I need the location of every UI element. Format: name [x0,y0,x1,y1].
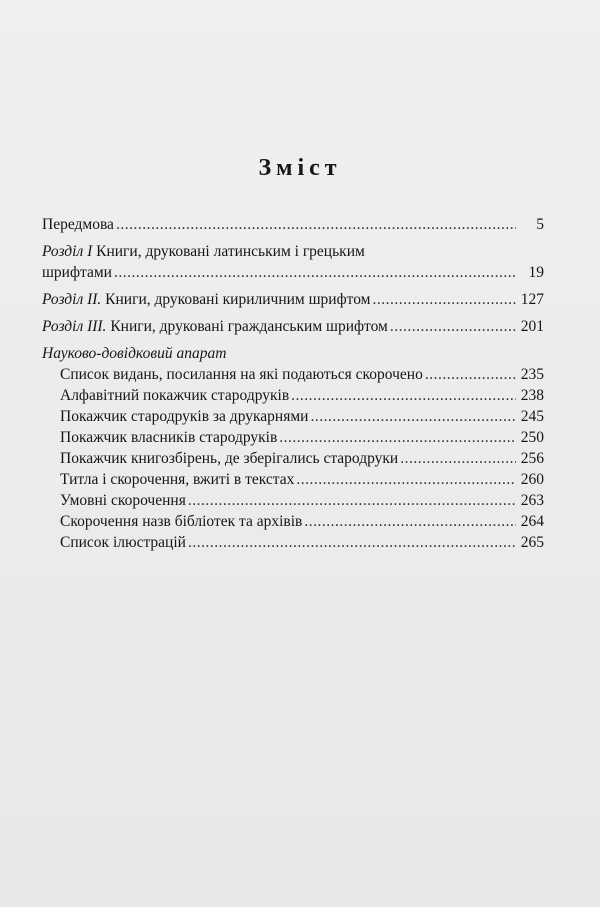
toc-entry-section1 [42,262,544,283]
toc-entry-label: Умовні скорочення [60,492,186,509]
toc-entry-label: Покажчик власників стародруків [60,429,278,446]
toc-entry-label-group [42,316,388,337]
toc-page-number: 238 [520,387,544,404]
section-prefix: Розділ III. [42,318,107,335]
section-prefix: Розділ I [42,243,93,260]
toc-entry-label: Титла і скорочення, вжиті в текстах [60,471,295,488]
page-title: Зміст [258,155,342,181]
toc-sub-entry [42,406,544,427]
toc-entry-label: Список ілюстрацій [60,534,186,551]
toc-entry-label: Покажчик стародруків за друкарнями [60,408,309,425]
toc-entry-label: Книги, друковані кириличним шрифтом [101,291,371,308]
leader-dots [390,316,516,337]
toc-page-number: 260 [520,471,544,488]
leader-dots [296,469,516,490]
toc-entry-section1-line1 [42,241,544,262]
toc-sub-entry [42,364,544,385]
section-prefix: Розділ II. [42,291,102,308]
toc-sub-entry [42,469,544,490]
toc-page-number: 265 [520,534,544,551]
leader-dots [372,289,516,310]
toc-entry-label: Алфавітний покажчик стародруків [60,387,290,404]
toc-page-number: 201 [520,318,544,335]
toc-sub-entry [42,490,544,511]
toc-entry-label: Покажчик книгозбірень, де зберігались стародруки [60,450,399,467]
toc-sub-entry [42,532,544,553]
toc-entry-label: Книги, друковані латинським і грецьким [92,243,365,260]
toc-page-number: 127 [520,291,544,308]
toc-entry-label: Скорочення назв бібліотек та архівів [60,513,303,530]
leader-dots [400,448,516,469]
toc-page-number: 263 [520,492,544,509]
toc-entry-label: Передмова [42,216,114,233]
toc-apparatus-heading: Науково-довідковий апарат [42,345,227,362]
toc-page-number: 19 [528,264,544,281]
toc-sub-entry [42,385,544,406]
toc-page-number: 250 [520,429,544,446]
leader-dots [114,262,516,283]
leader-dots [116,214,516,235]
toc-entry-label: Книги, друковані гражданським шрифтом [106,318,388,335]
toc-entry-label: Список видань, посилання на які подаються скорочено [60,366,423,383]
toc-entry-label-group [42,289,370,310]
toc-entry-section3 [42,316,544,337]
toc-page-number: 264 [520,513,544,530]
toc-page-number: 245 [520,408,544,425]
toc-sub-entry [42,511,544,532]
table-of-contents [42,214,544,553]
toc-sub-entry [42,448,544,469]
leader-dots [425,364,516,385]
leader-dots [310,406,516,427]
toc-entry-label: шрифтами [42,264,112,281]
leader-dots [279,427,516,448]
leader-dots [188,532,516,553]
toc-page-number: 5 [536,216,544,233]
toc-entry-foreword [42,214,544,235]
leader-dots [188,490,516,511]
leader-dots [291,385,516,406]
toc-page-number: 235 [520,366,544,383]
leader-dots [304,511,516,532]
toc-sub-entry [42,427,544,448]
toc-page-number: 256 [520,450,544,467]
toc-entry-section2 [42,289,544,310]
